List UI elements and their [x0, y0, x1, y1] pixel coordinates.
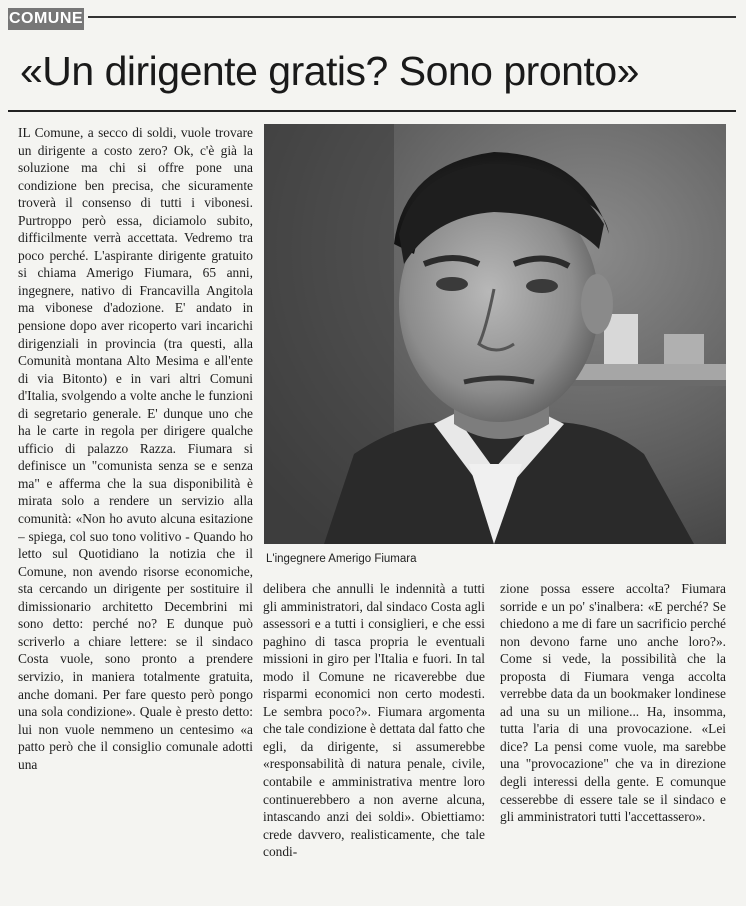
- photo-caption: L'ingegnere Amerigo Fiumara: [266, 553, 417, 565]
- article-column-2: [263, 580, 485, 894]
- headline-rule: [8, 110, 736, 112]
- column-3-text: zione possa essere accolta? Fiumara sorride e un po' s'inalbera: «E perché? Se chiedono a me di fare un sacrificio perché non devono farne uno anche loro?». Come si vede, la possibilità che la proposta di Fiumara venga accolta verrebbe data da un bookmaker londinese ad una su un milione... Ha, insomma, tutta l'aria di una provocazione. «Lei dice? La pensi come vuole, ma sarebbe una "provocazione" che va in direzione degli interessi della gente. E comunque cesserebbe di essere tale se il sindaco e gli amministratori tutti l'accettassero».: [500, 581, 726, 825]
- article-column-1: [18, 124, 253, 894]
- headline: «Un dirigente gratis? Sono pronto»: [20, 48, 639, 94]
- column-2-text: delibera che annulli le indennità a tutti gli amministratori, dal sindaco Costa agli assessori e a tutti i consiglieri, e che essi paghino di tasca propria le eventuali missioni in giro per l'Italia e fuori. In tal modo il Comune ne ricaverebbe due risparmi economici non certo modesti. Le sembra poco?». Fiumara argomenta che tale condizione è dettata dal fatto che egli, da dirigente, si assumerebbe «responsabilità di natura penale, civile, contabile e amministrativa mentre loro continuerebbero a non averne alcuna, intascando anzi dei soldi». Obiettiamo: crede davvero, realisticamente, che tale condi-: [263, 581, 485, 860]
- section-tag: COMUNE: [8, 8, 84, 30]
- column-1-text: IL Comune, a secco di soldi, vuole trovare un dirigente a costo zero? Ok, c'è già la soluzione ma chi si offre pone una condizione ben precisa, che sicuramente troverà il consenso di tutti i vibonesi. Purtroppo però essa, diciamolo subito, difficilmente verrà accettata. Vedremo tra poco perché. L'aspirante dirigente gratuito si chiama Amerigo Fiumara, 65 anni, ingegnere, nativo di Francavilla Angitola ma vibonese d'adozione. E' andato in pensione dopo aver ricoperto vari incarichi dirigenziali in provincia (tra questi, alla Comunità montana Alto Mesima e all'ente di via Bitonto) e in vari altri Comuni d'Italia, svolgendo a volte anche le funzioni di segretario generale. E' dunque uno che ha le carte in regola per dirigere qualche ufficio di palazzo Razza. Fiumara si definisce un "comunista senza se e senza ma" e afferma che la sua disponibilità è mirata solo a rendere un servizio alla comunità: «Non ho avuto alcuna esitazione – spiega, col suo tono volitivo - Quando ho letto sul Quotidiano la notizia che il Comune, non avendo risorse economiche, sta cercando un dirigente per sostituire il dimissionario architetto Decembrini mi sono detto: perché no? E dunque può scriverlo a chiare lettere: se il sindaco Costa vuole, sono pronto a prendere servizio, in maniera totalmente gratuita, anche domani. Per fare questo però pongo una sola condizione». Quale è presto detto: lui non vuole nemmeno un centesimo «a patto però che il consiglio comunale adotti una: [18, 125, 253, 772]
- article-column-3: [500, 580, 726, 894]
- portrait-image: [264, 124, 726, 544]
- portrait-photo: [264, 124, 726, 544]
- top-rule: [88, 16, 736, 18]
